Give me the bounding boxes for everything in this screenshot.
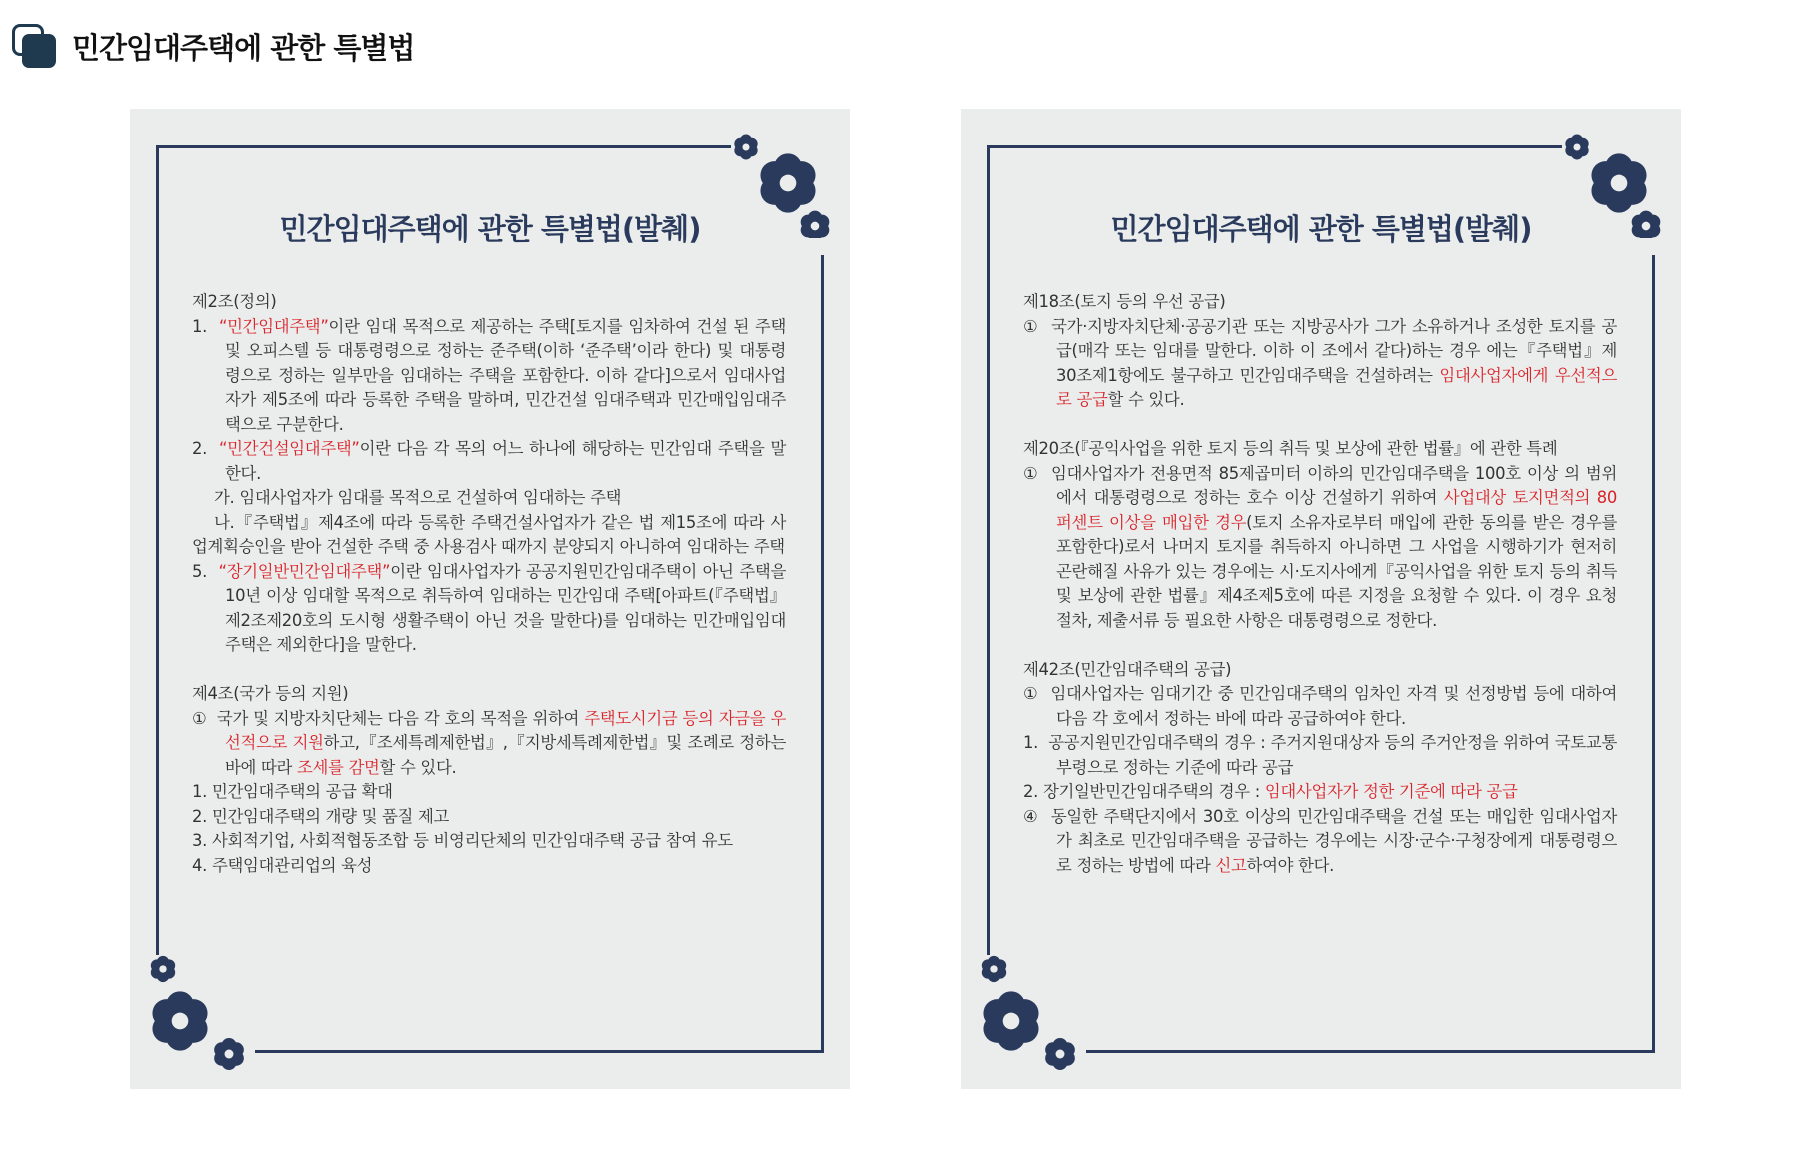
frame-bottom-line: [255, 1050, 824, 1053]
frame-right-line: [1652, 255, 1655, 1053]
right-article-text: [1023, 290, 1617, 878]
article-heading: 제2조(정의): [192, 292, 277, 311]
frame-bottom-line: [1086, 1050, 1655, 1053]
article-heading: 제18조(토지 등의 우선 공급): [1023, 292, 1226, 311]
list-item: 1. 민간임대주택의 공급 확대: [192, 782, 393, 801]
paragraph: ① 임대사업자는 임대기간 중 민간임대주택의 임차인 자격 및 선정방법 등에 대하여 다음 각 호에서 정하는 바에 따라 공급하여야 한다.: [1023, 684, 1617, 728]
list-item: 4. 주택임대관리업의 육성: [192, 855, 373, 875]
paragraph: ① 국가·지방자치단체·공공기관 또는 지방공사가 그가 소유하거나 조성한 토지를 공급(매각 또는 임대를 말한다. 이하 이 조에서 같다)하는 경우 에는『주택법』제30조제1항에도 불구하고 민간임대주택을 건설하려는 임대사업자에게 우선적으로 공급할 수 있다.: [1023, 316, 1617, 409]
article-heading: 제4조(국가 등의 지원): [192, 684, 349, 703]
paragraph: ④ 동일한 주택단지에서 30호 이상의 민간임대주택을 건설 또는 매입한 임대사업자가 최초로 민간임대주택을 공급하는 경우에는 시장·군수·구청장에게 대통령령으로 정하는 방법에 따라 신고하여야 한다.: [1023, 806, 1617, 875]
definition-item: 1. “민간임대주택”이란 임대 목적으로 제공하는 주택[토지를 임차하여 건설 된 주택 및 오피스텔 등 대통령령으로 정하는 준주택(이하 ‘준주택’이라 한다) 및 대통령령으로 정하는 일부만을 임대하는 주택을 포함한다. 이하 같다]으로서 임대사업자가 제5조에 따라 등록한 주택을 말하며, 민간건설 임대주택과 민간매입임대주택으로 구분한다.: [192, 316, 786, 434]
left-document-panel: [130, 109, 850, 1089]
sub-item: 나.『주택법』제4조에 따라 등록한 주택건설사업자가 같은 법 제15조에 따라 사업계획승인을 받아 건설한 주택 중 사용검사 때까지 분양되지 아니하여 임대하는 주택: [192, 512, 786, 556]
sub-item: 가. 임대사업자가 임대를 목적으로 건설하여 임대하는 주택: [214, 488, 622, 507]
article-heading: 제42조(민간임대주택의 공급): [1023, 659, 1232, 679]
panel-title: 민간임대주택에 관한 특별법(발췌): [1110, 212, 1532, 246]
flower-icon: [140, 949, 250, 1074]
page-header: [12, 24, 414, 68]
frame-top-line: [156, 145, 731, 148]
frame-left-line: [987, 145, 990, 955]
paragraph: ① 국가 및 지방자치단체는 다음 각 호의 목적을 위하여 주택도시기금 등의 자금을 우선적으로 지원하고,『조세특례제한법』,『지방세특례제한법』및 조례로 정하는 바에 따라 조세를 감면할 수 있다.: [192, 708, 786, 777]
frame-left-line: [156, 145, 159, 955]
panel-title: 민간임대주택에 관한 특별법(발췌): [279, 212, 701, 246]
list-item: 3. 사회적기업, 사회적협동조합 등 비영리단체의 민간임대주택 공급 참여 유도: [192, 831, 733, 850]
right-document-panel: [961, 109, 1681, 1089]
paragraph: ① 임대사업자가 전용면적 85제곱미터 이하의 민간임대주택을 100호 이상 의 범위에서 대통령령으로 정하는 호수 이상 건설하기 위하여 사업대상 토지면적의 80퍼센트 이상을 매입한 경우(토지 소유자로부터 매입에 관한 동의를 받은 경우를 포함한다)로서 나머지 토지를 취득하지 아니하면 그 사업을 시행하기가 현저히 곤란해질 사유가 있는 경우에는 시·도지사에게『공익사업을 위한 토지 등의 취득 및 보상에 관한 법률』제4조제5호에 따른 지정을 요청할 수 있다. 이 경우 요청절차, 제출서류 등 필요한 사항은 대통령령으로 정한다.: [1023, 463, 1617, 630]
definition-item: 5. “장기일반민간임대주택”이란 임대사업자가 공공지원민간임대주택이 아닌 주택을 10년 이상 임대할 목적으로 취득하여 임대하는 민간임대 주택[아파트(『주택법』제2조제20호의 도시형 생활주택이 아닌 것을 말한다)를 임대하는 민간매입임대주택은 제외한다]을 말한다.: [192, 561, 786, 654]
article-heading: 제20조(『공익사업을 위한 토지 등의 취득 및 보상에 관한 법률』에 관한 특례: [1023, 439, 1558, 458]
list-item: 2. 장기일반민간임대주택의 경우 : 임대사업자가 정한 기준에 따라 공급: [1023, 782, 1518, 801]
list-item: 2. 민간임대주택의 개량 및 품질 제고: [192, 806, 450, 826]
flower-icon: [971, 949, 1081, 1074]
definition-item: 2. “민간건설임대주택”이란 다음 각 목의 어느 하나에 해당하는 민간임대 주택을 말한다.: [192, 439, 786, 483]
frame-top-line: [987, 145, 1562, 148]
frame-right-line: [821, 255, 824, 1053]
list-item: 1. 공공지원민간임대주택의 경우 : 주거지원대상자 등의 주거안정을 위하여 국토교통부령으로 정하는 기준에 따라 공급: [1023, 733, 1617, 777]
page-title: 민간임대주택에 관한 특별법: [72, 30, 415, 65]
layered-squares-icon: [12, 24, 56, 68]
left-article-text: [192, 290, 786, 878]
